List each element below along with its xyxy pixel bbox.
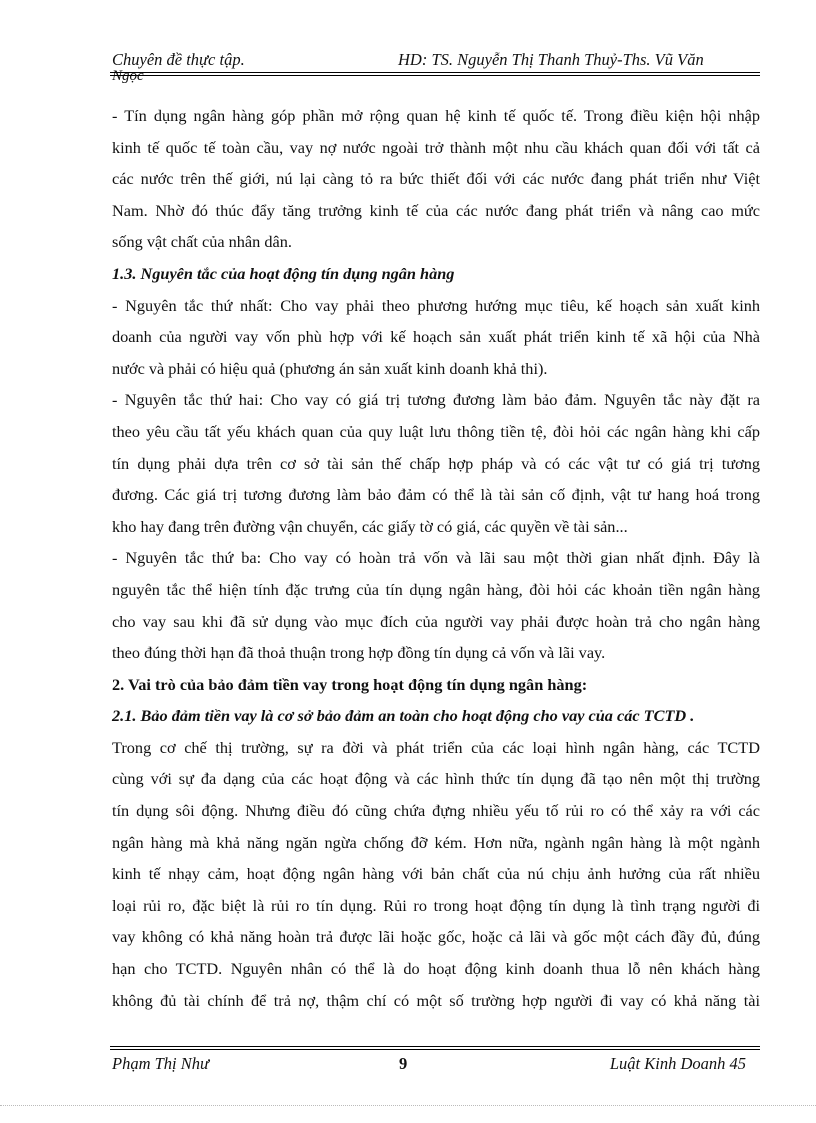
text-line: Trong cơ chế thị trường, sự ra đời và phát triển của các loại hình ngân hàng, các TCTD: [112, 737, 760, 757]
text-line: vay không có khả năng hoàn trả được lãi hoặc gốc, hoặc cả lãi và gốc một cách đầy đủ, đúng: [112, 927, 760, 947]
text-line: - Tín dụng ngân hàng góp phần mở rộng quan hệ kinh tế quốc tế. Trong điều kiện hội nhập: [112, 106, 760, 125]
paragraph-2: [112, 290, 760, 385]
footer-class: Luật Kinh Doanh 45: [609, 1054, 746, 1073]
text-line: cho vay sau khi đã sử dụng vào mục đích của người vay phải được hoàn trả cho ngân hàng: [112, 611, 760, 631]
footer-rule-thin: [110, 1046, 760, 1047]
text-line: kinh tế quốc tế toàn cầu, vay nợ nước ngoài trở thành một nhu cầu khách quan đối với tất cả: [112, 137, 760, 157]
text-line: theo yêu cầu tất yếu khách quan của quy luật lưu thông tiền tệ, đòi hỏi các ngân hàng khi cấp: [112, 421, 760, 441]
section-heading-2-1: 2.1. Bảo đảm tiền vay là cơ sở bảo đảm an toàn cho hoạt động cho vay của các TCTD .: [112, 706, 695, 726]
header-left: Chuyên đề thực tập.: [112, 50, 245, 69]
text-line: loại rủi ro, đặc biệt là rủi ro tín dụng. Rủi ro trong hoạt động tín dụng là tình trạng người đi: [112, 895, 760, 915]
page-number: 9: [399, 1054, 408, 1073]
page-edge-divider: [0, 1105, 816, 1106]
text-line: tín dụng sôi động. Nhưng điều đó cũng chứa đựng nhiều yếu tố rủi ro có thể xảy ra với các: [112, 801, 760, 821]
text-line: kinh tế nhạy cảm, hoạt động ngân hàng với bản chất của nú chịu ảnh hưởng của rất nhiều: [112, 864, 760, 884]
text-line: kho hay đang trên đường vận chuyển, các giấy tờ có giá, các quyền về tài sản...: [112, 516, 628, 536]
section-heading-2: 2. Vai trò của bảo đảm tiền vay trong hoạt động tín dụng ngân hàng:: [112, 674, 588, 694]
section-heading-1-3: 1.3. Nguyên tắc của hoạt động tín dụng ngân hàng: [112, 263, 455, 283]
text-line: - Nguyên tắc thứ hai: Cho vay có giá trị tương đương làm bảo đảm. Nguyên tắc này đặt ra: [112, 390, 760, 410]
text-line: theo đúng thời hạn đã thoả thuận trong hợp đồng tín dụng cả vốn và lãi vay.: [112, 643, 606, 663]
text-line: các nước trên thế giới, nú lại càng tỏ ra bức thiết đối với các nước đang phát triển như Việt: [112, 169, 760, 189]
text-line: Nam. Nhờ đó thúc đẩy tăng trưởng kinh tế của các nước đang phát triển và nâng cao mức: [112, 200, 760, 220]
text-line: tín dụng phải dựa trên cơ sở tài sản thế chấp hợp pháp và có các vật tư có giá trị tương: [112, 453, 760, 473]
paragraph-5: [112, 732, 760, 1016]
header-right: HD: TS. Nguyễn Thị Thanh Thuỷ-Ths. Vũ Văn: [398, 50, 704, 69]
header-wrap: Ngọc: [112, 68, 144, 84]
text-line: doanh của người vay vốn phù hợp với kế hoạch sản xuất phát triển kinh tế xã hội của Nhà: [112, 327, 760, 347]
paragraph-3: [112, 384, 760, 542]
text-line: sống vật chất của nhân dân.: [112, 232, 292, 252]
text-line: cùng với sự đa dạng của các hoạt động và các hình thức tín dụng đã tạo nên một thị trường: [112, 769, 760, 789]
header-rule-thin: [110, 75, 760, 76]
document-body: [112, 100, 760, 1016]
text-line: nước và phải có hiệu quả (phương án sản xuất kinh doanh khả thi).: [112, 358, 548, 378]
paragraph-1: [112, 100, 760, 258]
text-line: nguyên tắc thể hiện tính đặc trưng của tín dụng ngân hàng, đòi hỏi các khoản tiền ngân hàng: [112, 579, 760, 599]
text-line: không đủ tài chính để trả nợ, thậm chí có một số trường hợp người đi vay có khả năng tài: [112, 990, 760, 1010]
paragraph-4: [112, 542, 760, 668]
header-rule: [110, 72, 760, 73]
text-line: hạn cho TCTD. Nguyên nhân có thể là do hoạt động kinh doanh thua lỗ nên khách hàng: [112, 959, 760, 979]
footer-rule: [110, 1049, 760, 1050]
footer-author: Phạm Thị Như: [112, 1054, 210, 1073]
text-line: ngân hàng mà khả năng ngăn ngừa chống đỡ kém. Hơn nữa, ngành ngân hàng là một ngành: [112, 832, 760, 852]
text-line: - Nguyên tắc thứ nhất: Cho vay phải theo phương hướng mục tiêu, kế hoạch sản xuất kinh: [112, 295, 760, 315]
text-line: - Nguyên tắc thứ ba: Cho vay có hoàn trả vốn và lãi sau một thời gian nhất định. Đây là: [112, 548, 760, 568]
text-line: đương. Các giá trị tương đương làm bảo đảm có thể là tài sản cố định, vật tư hang hoá trong: [112, 485, 760, 505]
